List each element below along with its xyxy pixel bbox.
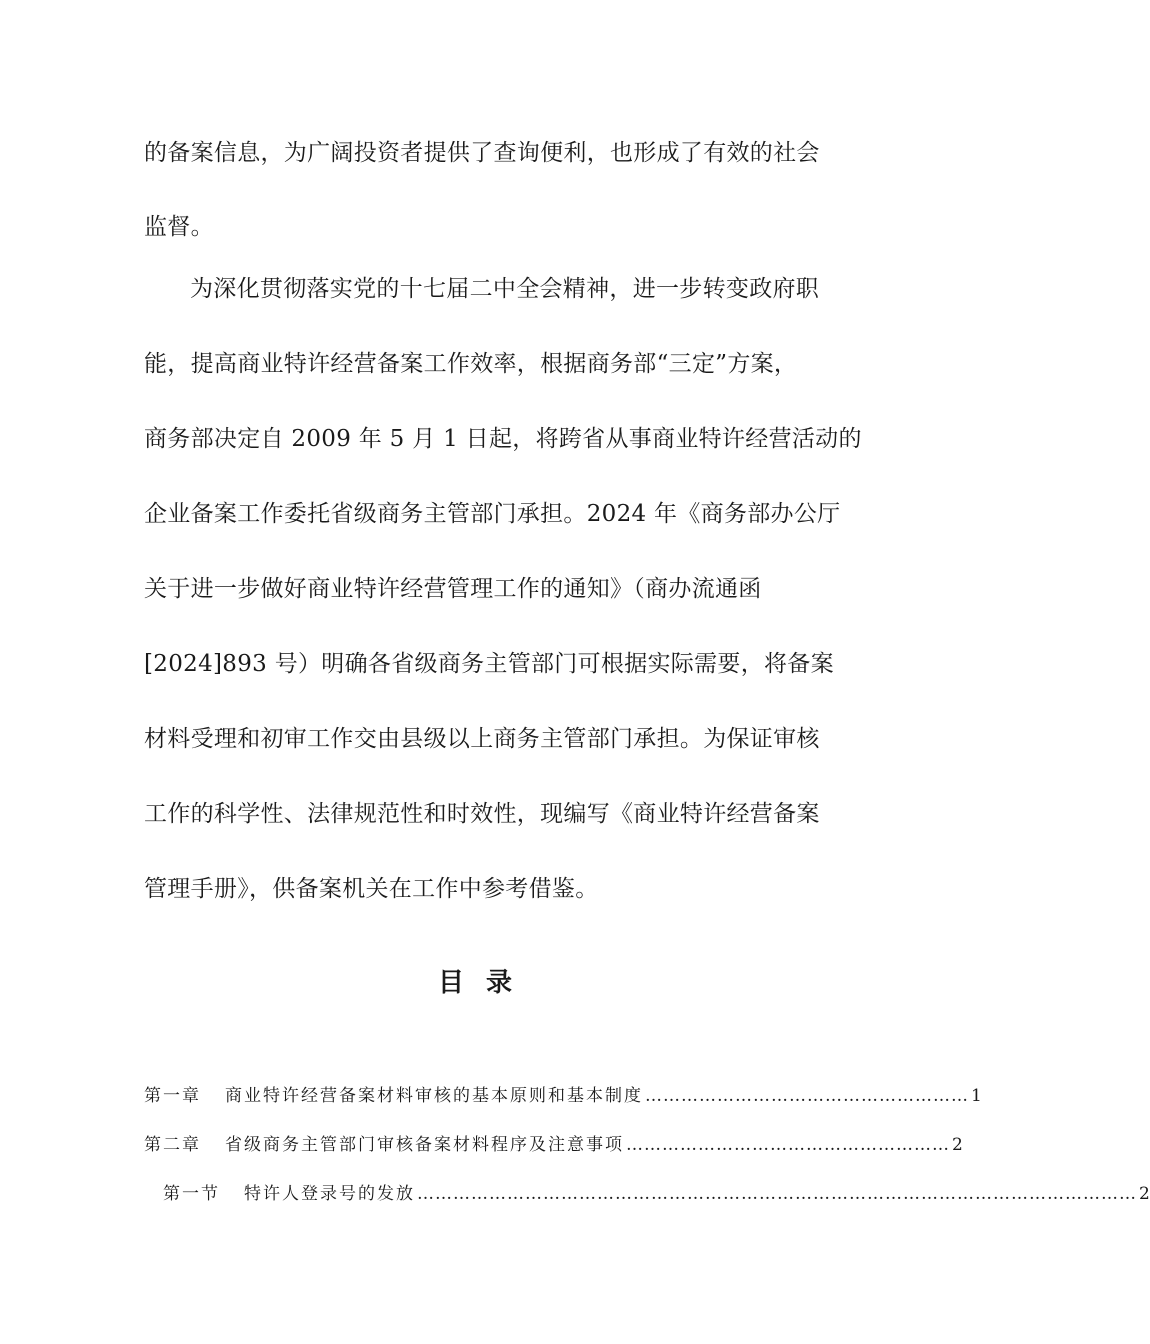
toc-entry-label: 第一章 xyxy=(144,1086,201,1106)
body-line-6: 企业备案工作委托省级商务主管部门承担。2024 年《商务部办公厅 xyxy=(144,501,841,527)
toc-entry-text: 省级商务主管部门审核备案材料程序及注意事项 xyxy=(225,1135,624,1155)
toc-entry-text: 商业特许经营备案材料审核的基本原则和基本制度 xyxy=(225,1086,643,1106)
toc-entry-label: 第一节 xyxy=(163,1184,220,1204)
toc-entry-text: 特许人登录号的发放 xyxy=(244,1184,415,1204)
body-line-9: 材料受理和初审工作交由县级以上商务主管部门承担。为保证审核 xyxy=(144,726,820,752)
toc-entry-page: 2 xyxy=(1139,1184,1150,1204)
body-line-1: 的备案信息，为广阔投资者提供了查询便利，也形成了有效的社会 xyxy=(144,140,820,166)
body-line-5: 商务部决定自 2009 年 5 月 1 日起，将跨省从事商业特许经营活动的 xyxy=(144,426,862,452)
body-line-8: [2024]893 号）明确各省级商务主管部门可根据实际需要，将备案 xyxy=(144,651,834,677)
toc-entry-page: 1 xyxy=(971,1086,982,1106)
body-line-10: 工作的科学性、法律规范性和时效性，现编写《商业特许经营备案 xyxy=(144,801,820,827)
body-line-3: 为深化贯彻落实党的十七届二中全会精神，进一步转变政府职 xyxy=(190,276,820,302)
toc-entry-section-1[interactable] xyxy=(163,1182,1150,1206)
toc-entry-chapter-2[interactable] xyxy=(144,1133,963,1157)
body-line-2: 监督。 xyxy=(144,214,214,240)
body-line-7: 关于进一步做好商业特许经营管理工作的通知》（商办流通函 xyxy=(144,576,762,602)
toc-entry-leader: ……………………………………………… xyxy=(626,1135,950,1155)
toc-title: 目录 xyxy=(437,968,534,998)
body-line-4: 能，提高商业特许经营备案工作效率，根据商务部“三定”方案， xyxy=(144,351,798,377)
toc-entry-label: 第二章 xyxy=(144,1135,201,1155)
body-line-11: 管理手册》，供备案机关在工作中参考借鉴。 xyxy=(144,876,599,902)
toc-entry-page: 2 xyxy=(952,1135,963,1155)
toc-entry-leader: ………………………………………………………………………………………………………… xyxy=(417,1184,1137,1204)
toc-entry-leader: ……………………………………………… xyxy=(645,1086,969,1106)
toc-entry-chapter-1[interactable] xyxy=(144,1084,982,1108)
